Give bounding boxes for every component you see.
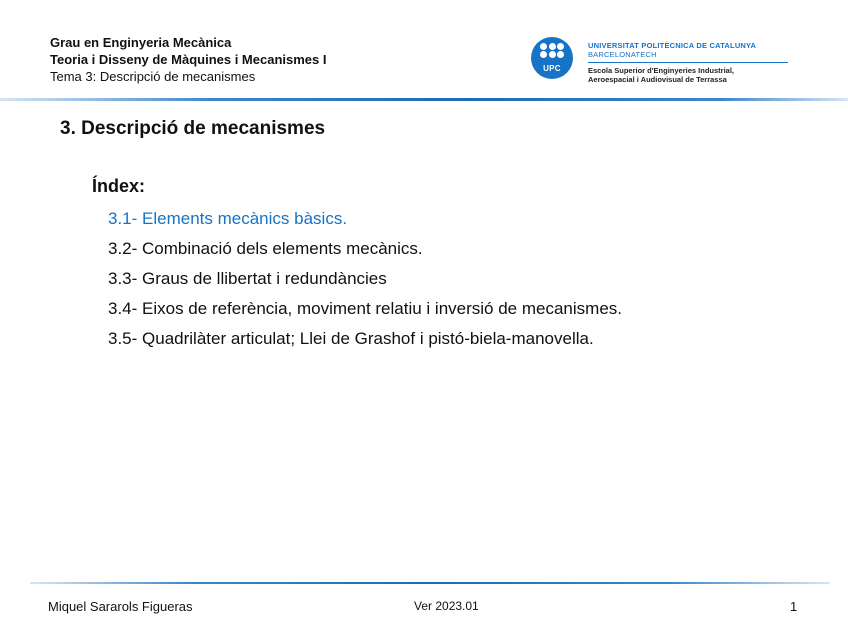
index-item-3-5[interactable]: 3.5- Quadrilàter articulat; Llei de Grashof i pistó-biela-manovella. (108, 329, 594, 348)
university-subtitle: BARCELONATECH (588, 50, 657, 59)
university-divider (588, 62, 788, 63)
index-item-3-1[interactable]: 3.1- Elements mecànics bàsics. (108, 209, 348, 228)
footer-divider (30, 582, 830, 584)
degree-title: Grau en Enginyeria Mecànica (50, 35, 232, 50)
upc-acronym: UPC (543, 64, 561, 73)
page-number: 1 (790, 599, 798, 614)
index-heading: Índex: (92, 176, 146, 196)
footer-version: Ver 2023.01 (414, 599, 479, 613)
header-divider (0, 98, 848, 101)
topic-title: Tema 3: Descripció de mecanismes (50, 69, 256, 84)
index-item-3-4[interactable]: 3.4- Eixos de referència, moviment relatiu i inversió de mecanismes. (108, 299, 622, 318)
footer-author: Miquel Sararols Figueras (48, 599, 193, 614)
university-name: UNIVERSITAT POLITÈCNICA DE CATALUNYA (588, 41, 757, 50)
school-name-line2: Aeroespacial i Audiovisual de Terrassa (588, 75, 727, 84)
course-header (50, 34, 326, 85)
slide-title: 3. Descripció de mecanismes (60, 118, 326, 139)
course-title: Teoria i Disseny de Màquines i Mecanismes I (50, 52, 327, 67)
index-item-3-2[interactable]: 3.2- Combinació dels elements mecànics. (108, 239, 423, 258)
upc-logo-icon (531, 37, 573, 79)
university-block (588, 41, 803, 84)
index-item-3-3[interactable]: 3.3- Graus de llibertat i redundàncies (108, 269, 387, 288)
school-name-line1: Escola Superior d'Enginyeries Industrial, (588, 66, 734, 75)
index-list (108, 204, 622, 354)
